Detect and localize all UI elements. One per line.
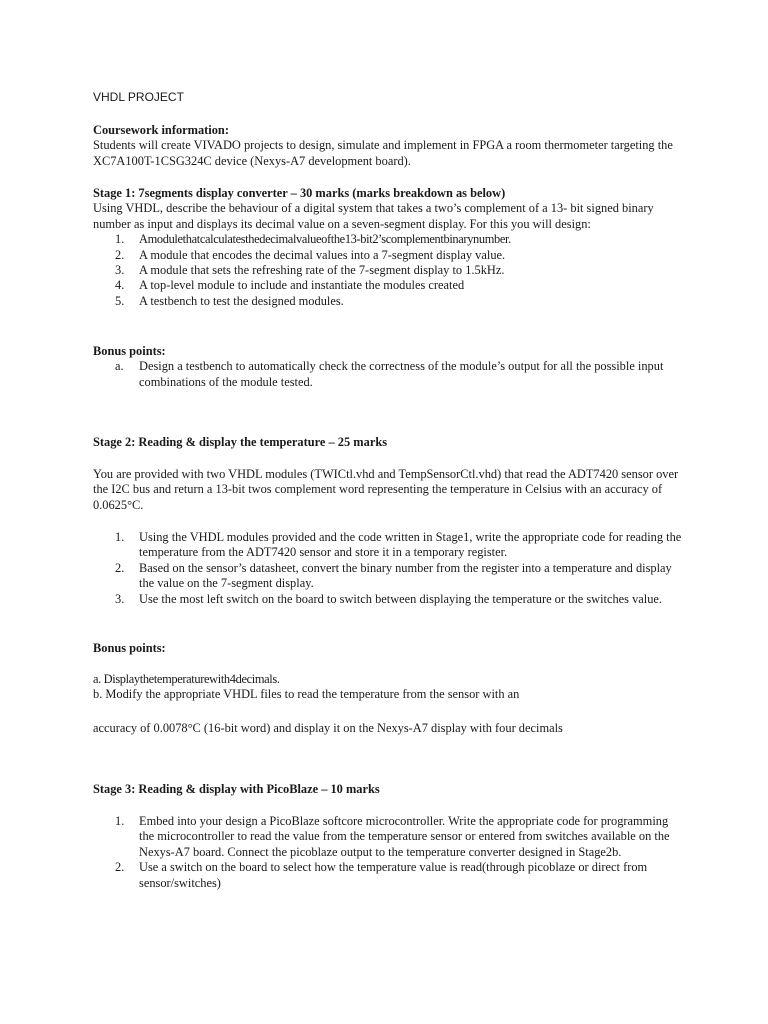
list-item: 1. Using the VHDL modules provided and the code written in Stage1, write the appropriate code for reading the temperature from the ADT7420 sensor and store it in a temporary register. bbox=[115, 530, 682, 560]
coursework-heading: Coursework information: bbox=[93, 123, 229, 137]
stage3-list bbox=[93, 814, 683, 891]
stage2-bonus-a: a. Displaythetemperaturewith4decimals. bbox=[93, 672, 280, 686]
stage2-bonus-b-continued: accuracy of 0.0078°C (16-bit word) and display it on the Nexys-A7 display with four decimals bbox=[93, 721, 563, 735]
stage3-heading: Stage 3: Reading & display with PicoBlaze – 10 marks bbox=[93, 782, 380, 796]
list-item: 2. Use a switch on the board to select how the temperature value is read(through picoblaze or direct from sensor/switches) bbox=[115, 860, 648, 890]
stage2-section bbox=[93, 530, 683, 607]
list-item: 2. Based on the sensor’s datasheet, convert the binary number from the register into a temperature and display the value on the 7-segment display. bbox=[115, 560, 672, 591]
coursework-section bbox=[93, 123, 683, 169]
stage2-list bbox=[93, 530, 683, 607]
list-item: 3. Use the most left switch on the board to switch between displaying the temperature or the switches value. bbox=[115, 591, 663, 606]
stage1-section bbox=[93, 186, 683, 309]
stage3-section bbox=[93, 814, 683, 891]
stage2-bonus-heading: Bonus points: bbox=[93, 641, 166, 655]
stage2-bonus-b: b. Modify the appropriate VHDL files to read the temperature from the sensor with an bbox=[93, 687, 520, 702]
stage2-bonus-section bbox=[93, 672, 683, 703]
stage2-heading: Stage 2: Reading & display the temperature – 25 marks bbox=[93, 435, 388, 449]
stage1-heading: Stage 1: 7segments display converter – 30 marks (marks breakdown as below) bbox=[93, 186, 506, 200]
stage2-intro: You are provided with two VHDL modules (TWICtl.vhd and TempSensorCtl.vhd) that read the ADT7420 sensor over the I2C bus and return a 13-bit twos complement word representing the temperature in Celsius with an accuracy of 0.0625°C. bbox=[93, 467, 679, 512]
document-title: VHDL PROJECT bbox=[93, 90, 184, 104]
stage1-bonus-section bbox=[93, 344, 683, 390]
list-item: 3. A module that sets the refreshing rate of the 7-segment display to 1.5kHz. bbox=[115, 263, 505, 278]
list-item: 5. A testbench to test the designed modules. bbox=[115, 293, 344, 308]
stage1-intro: Using VHDL, describe the behaviour of a digital system that takes a two’s complement of a 13- bit signed binary number as input and displays its decimal value on a seven-segment display. For this you will design: bbox=[93, 201, 654, 231]
list-item: 1. Amodulethatcalculatesthedecimalvalueofthe13-bit2’scomplementbinarynumber. bbox=[115, 232, 511, 247]
list-item: 1. Embed into your design a PicoBlaze softcore microcontroller. Write the appropriate code for programming the microcontroller to read the value from the temperature sensor or entered from switches available on the Nexys-A7 board. Connect the picoblaze output to the temperature converter designed in Stage2b. bbox=[115, 814, 670, 859]
list-item: a. Design a testbench to automatically check the correctness of the module’s output for all the possible input combinations of the module tested. bbox=[115, 359, 664, 389]
stage1-bonus-heading: Bonus points: bbox=[93, 344, 166, 358]
stage1-list bbox=[93, 232, 683, 309]
list-item: 2. A module that encodes the decimal values into a 7-segment display value. bbox=[115, 247, 506, 262]
list-item: 4. A top-level module to include and instantiate the modules created bbox=[115, 278, 465, 293]
stage1-bonus-list bbox=[93, 359, 683, 390]
coursework-body: Students will create VIVADO projects to design, simulate and implement in FPGA a room thermometer targeting the XC7A100T-1CSG324C device (Nexys-A7 development board). bbox=[93, 138, 673, 168]
